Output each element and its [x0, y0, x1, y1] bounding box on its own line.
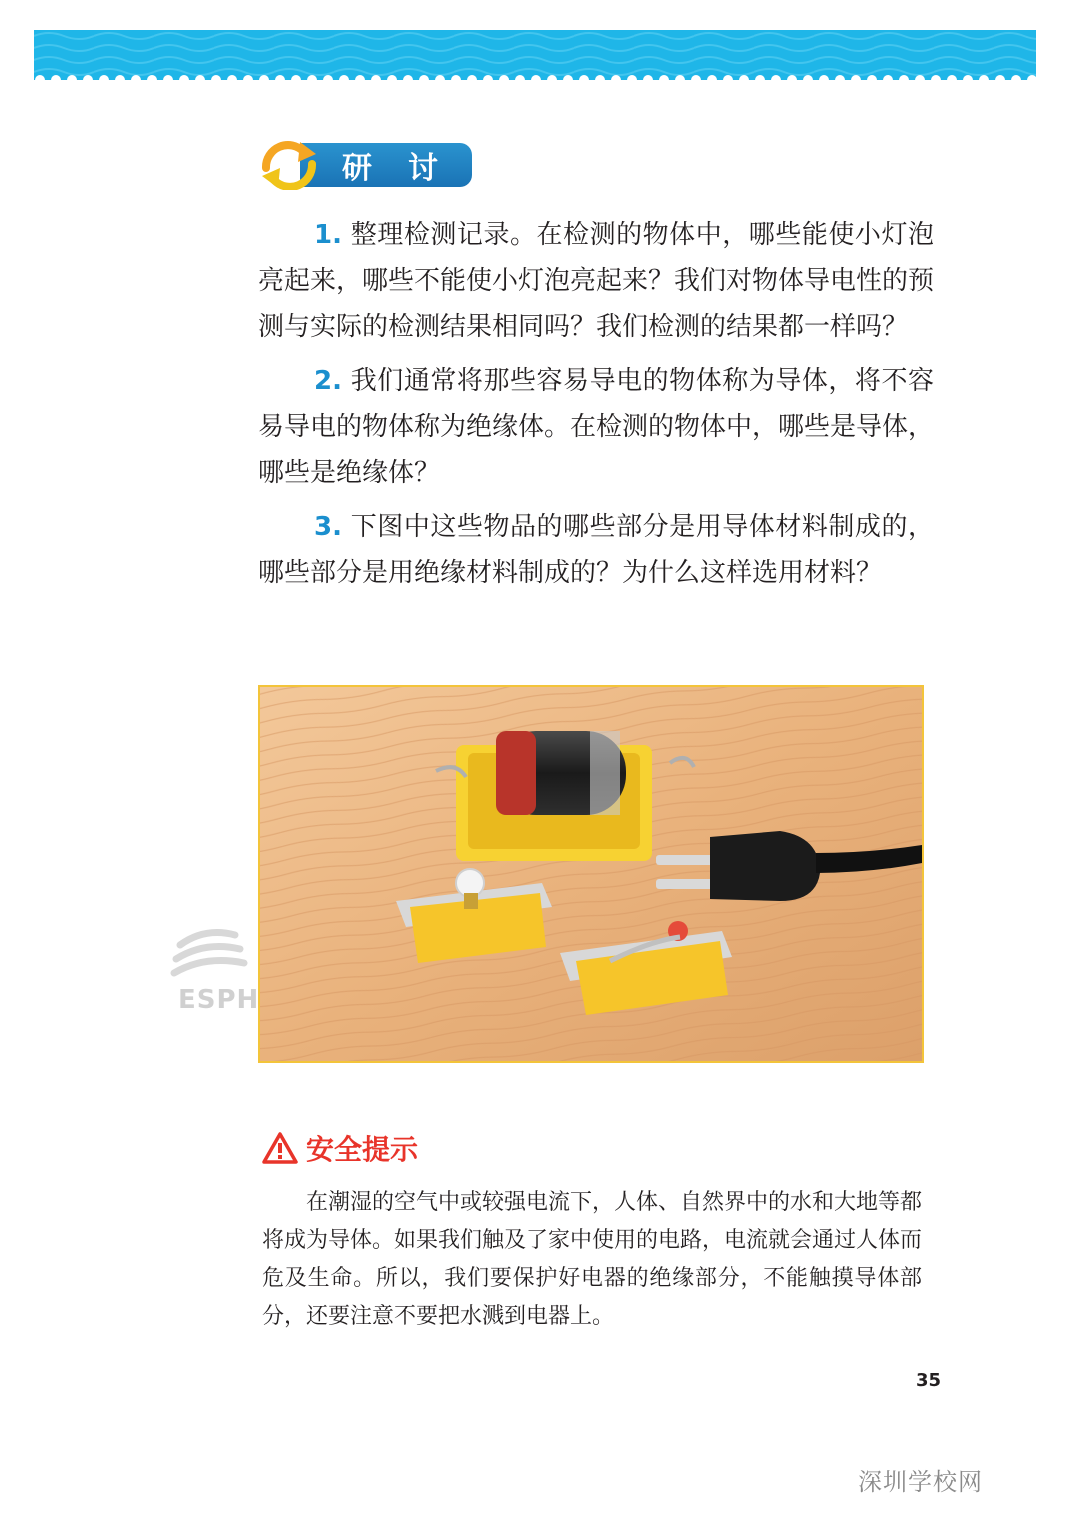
- wave-pattern: [34, 30, 1036, 80]
- page-number: 35: [916, 1370, 942, 1391]
- watermark-text: ESPH: [178, 985, 260, 1015]
- question-1: [258, 212, 934, 350]
- question-text: 下图中这些物品的哪些部分是用导体材料制成的，哪些部分是用绝缘材料制成的？为什么这样选用材料？: [258, 512, 934, 588]
- question-2: [258, 358, 934, 496]
- section-header: [258, 140, 472, 190]
- top-decorative-band: [34, 30, 1036, 80]
- question-number: 1.: [314, 220, 342, 250]
- photo-illustration: [260, 687, 922, 1061]
- discussion-arrows-icon: [258, 140, 320, 190]
- section-title: 研讨: [342, 151, 474, 186]
- safety-tip: [262, 1128, 922, 1358]
- safety-title-text: 安全提示: [306, 1133, 419, 1166]
- safety-title: [262, 1128, 922, 1168]
- site-watermark: 深圳学校网: [858, 1468, 983, 1496]
- question-text: 整理检测记录。在检测的物体中，哪些能使小灯泡亮起来，哪些不能使小灯泡亮起来？我们对物体导电性的预测与实际的检测结果相同吗？我们检测的结果都一样吗？: [258, 220, 935, 342]
- question-number: 2.: [314, 366, 342, 396]
- safety-body: 在潮湿的空气中或较强电流下，人体、自然界中的水和大地等都将成为导体。如果我们触及了家中使用的电路，电流就会通过人体而危及生命。所以，我们要保护好电器的绝缘部分，不能触摸导体部分，还要注意不要把水溅到电器上。: [262, 1190, 923, 1329]
- warning-triangle-icon: [262, 1131, 298, 1165]
- circuit-components-photo: [258, 685, 924, 1063]
- question-text: 我们通常将那些容易导电的物体称为导体，将不容易导电的物体称为绝缘体。在检测的物体中，哪些是导体，哪些是绝缘体？: [258, 366, 935, 488]
- question-number: 3.: [314, 512, 342, 542]
- section-title-pill: [300, 143, 472, 187]
- questions-list: [258, 212, 934, 604]
- question-3: [258, 504, 934, 596]
